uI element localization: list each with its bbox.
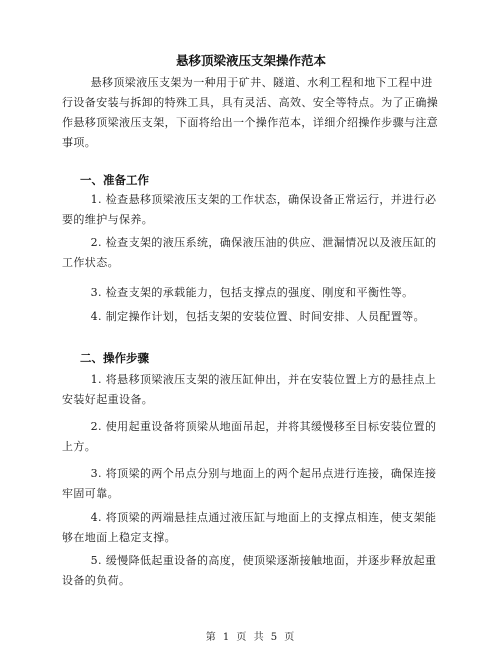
section-heading-preparation: 一、准备工作 (80, 173, 149, 187)
list-item: 1. 检查悬移顶梁液压支架的工作状态，确保设备正常运行，并进行必要的维护与保养。 (62, 193, 437, 226)
intro-paragraph: 悬移顶梁液压支架为一种用于矿井、隧道、水利工程和地下工程中进行设备安装与拆卸的特殊工具，具有灵活、高效、安全等特点。为了正确操作悬移顶梁液压支架，下面将给出一个操作范本，详细介绍操作步骤与注意事项。 (62, 76, 439, 149)
list-item: 2. 使用起重设备将顶梁从地面吊起，并将其缓慢移至目标安装位置的上方。 (62, 420, 437, 453)
section-heading-steps: 二、操作步骤 (80, 351, 149, 365)
list-item: 4. 制定操作计划，包括支架的安装位置、时间安排、人员配置等。 (90, 310, 425, 323)
list-item: 3. 将顶梁的两个吊点分别与地面上的两个起吊点进行连接，确保连接牢固可靠。 (62, 467, 437, 500)
list-item: 1. 将悬移顶梁液压支架的液压缸伸出，并在安装位置上方的悬挂点上安装好起重设备。 (62, 373, 437, 406)
document-title: 悬移顶梁液压支架操作范本 (175, 53, 326, 68)
page-footer: 第 1 页 共 5 页 (205, 632, 297, 643)
list-item: 3. 检查支架的承载能力，包括支撑点的强度、刚度和平衡性等。 (90, 286, 414, 299)
list-item: 4. 将顶梁的两端悬挂点通过液压缸与地面上的支撑点相连，使支架能够在地面上稳定支撑。 (62, 511, 437, 544)
list-item: 5. 缓慢降低起重设备的高度，使顶梁逐渐接触地面，并逐步释放起重设备的负荷。 (62, 554, 437, 587)
list-item: 2. 检查支架的液压系统，确保液压油的供应、泄漏情况以及液压缸的工作状态。 (62, 236, 437, 269)
